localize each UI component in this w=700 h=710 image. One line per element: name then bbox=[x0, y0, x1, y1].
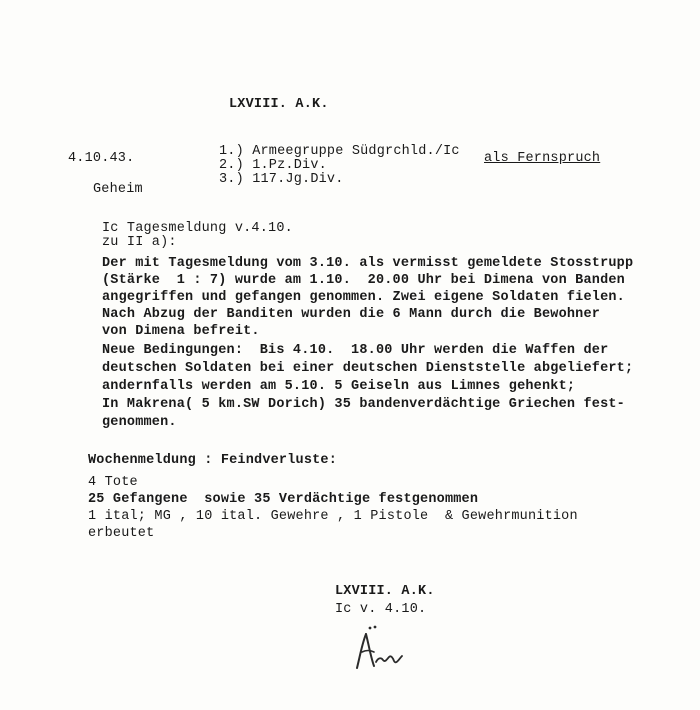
subject-line: Ic Tagesmeldung v.4.10. bbox=[102, 221, 293, 236]
body-line-5: von Dimena befreit. bbox=[102, 324, 260, 339]
closing-unit: LXVIII. A.K. bbox=[335, 584, 435, 599]
weekly-heading: Wochenmeldung : Feindverluste: bbox=[88, 453, 338, 468]
recipient-1: 1.) Armeegruppe Südgrchld./Ic bbox=[219, 144, 460, 159]
transmission-note: als Fernspruch bbox=[484, 151, 601, 166]
body-line-2: (Stärke 1 : 7) wurde am 1.10. 20.00 Uhr bei Dimena von Banden bbox=[102, 273, 625, 288]
body-line-10: genommen. bbox=[102, 415, 177, 430]
body-line-8: andernfalls werden am 5.10. 5 Geiseln aus Limnes gehenkt; bbox=[102, 379, 576, 394]
weekly-line-2: 25 Gefangene sowie 35 Verdächtige festgenommen bbox=[88, 492, 479, 507]
body-line-1: Der mit Tagesmeldung vom 3.10. als vermisst gemeldete Stosstrupp bbox=[102, 256, 634, 271]
classification-label: Geheim bbox=[93, 182, 143, 197]
recipient-3: 3.) 117.Jg.Div. bbox=[219, 172, 344, 187]
recipient-2: 2.) 1.Pz.Div. bbox=[219, 158, 327, 173]
weekly-line-4: erbeutet bbox=[88, 526, 155, 541]
document-title: LXVIII. A.K. bbox=[229, 97, 329, 112]
closing-reference: Ic v. 4.10. bbox=[335, 602, 427, 617]
body-line-6: Neue Bedingungen: Bis 4.10. 18.00 Uhr werden die Waffen der bbox=[102, 343, 609, 358]
weekly-line-1: 4 Tote bbox=[88, 475, 138, 490]
weekly-line-3: 1 ital; MG , 10 ital. Gewehre , 1 Pistole & Gewehrmunition bbox=[88, 509, 578, 524]
body-line-7: deutschen Soldaten bei einer deutschen Dienststelle abgeliefert; bbox=[102, 361, 634, 376]
handwritten-signature-icon bbox=[348, 622, 412, 674]
body-line-3: angegriffen und gefangen genommen. Zwei eigene Soldaten fielen. bbox=[102, 290, 625, 305]
body-line-4: Nach Abzug der Banditen wurden die 6 Mann durch die Bewohner bbox=[102, 307, 601, 322]
subject-reference: zu II a): bbox=[102, 235, 177, 250]
document-date: 4.10.43. bbox=[68, 151, 135, 166]
body-line-9: In Makrena( 5 km.SW Dorich) 35 bandenverdächtige Griechen fest- bbox=[102, 397, 625, 412]
